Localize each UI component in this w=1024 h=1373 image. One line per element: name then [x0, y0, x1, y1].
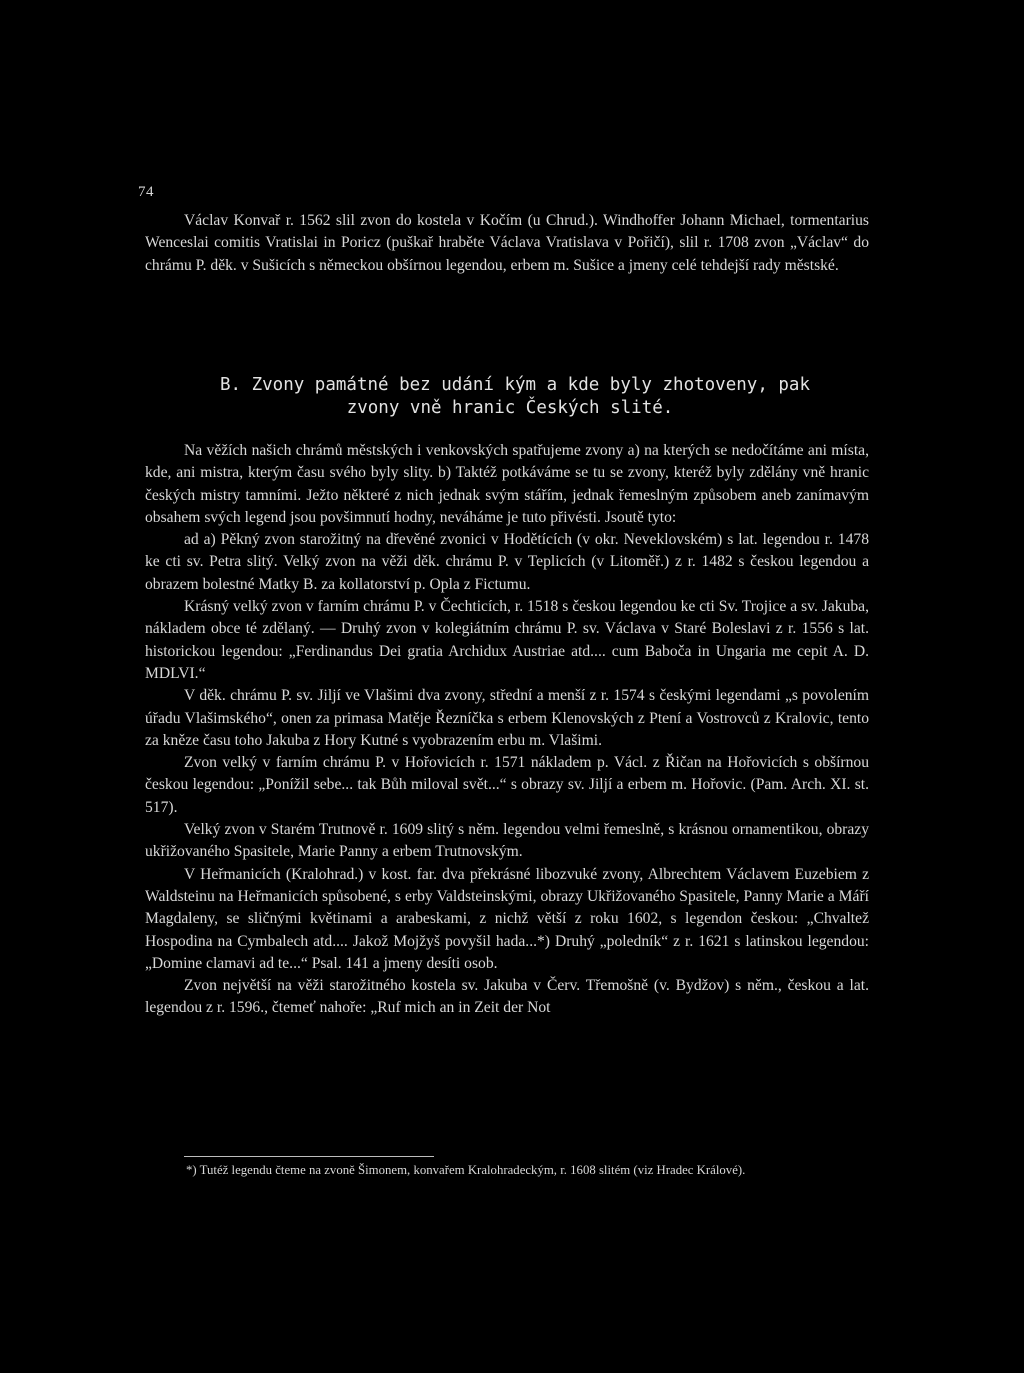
body-paragraph: V děk. chrámu P. sv. Jiljí ve Vlašimi dva zvony, střední a menší z r. 1574 s českými legendami „s povolením úřadu Vlašimského“, onen za primasa Matěje Řezníčka s erbem Klenovských z Ptení a Vostrovců z Kralovic, tento za kněze času toho Jakuba z Hory Kutné s vyobrazením erbu m. Vlašimi.	[145, 687, 869, 749]
section-heading-line-2: zvony vně hranic Českých slité.	[346, 398, 674, 418]
body-paragraph: Velký zvon v Starém Trutnově r. 1609 slitý s něm. legendou velmi řemeslně, s krásnou ornamentikou, obrazy ukřižovaného Spasitele, Marie Panny a erbem Trutnovským.	[145, 821, 869, 861]
section-heading	[150, 374, 870, 420]
body-paragraph: Krásný velký zvon v farním chrámu P. v Čechticích, r. 1518 s českou legendou ke cti Sv. Trojice a sv. Jakuba, nákladem obce té zdělaný. — Druhý zvon v kolegiátním chrámu P. sv. Václava v Staré Boleslavi z r. 1556 s lat. historickou legendou: „Ferdinandus Dei gratia Archidux Austriae atd.... cum Baboča in Ungaria me cepit A. D. MDLVI.“	[145, 598, 869, 682]
intro-text-block	[145, 210, 869, 277]
intro-paragraph: Václav Konvař r. 1562 slil zvon do kostela v Kočím (u Chrud.). Windhoffer Johann Michael, tormentarius Wenceslai comitis Vratislai in Poricz (puškař hraběte Václava Vratislava v Pořičí), slil r. 1708 zvon „Václav“ do chrámu P. děk. v Sušicích s německou obšírnou legendou, erbem m. Sušice a jmeny celé tehdejší rady městské.	[145, 212, 869, 274]
section-heading-line-1: B. Zvony památné bez udání kým a kde byly zhotoveny, pak	[219, 375, 810, 395]
page-number: 74	[138, 184, 154, 200]
body-text-block	[145, 440, 869, 1020]
footnote-divider	[184, 1156, 434, 1157]
body-paragraph: V Heřmanicích (Kralohrad.) v kost. far. dva překrásné libozvuké zvony, Albrechtem Václavem Euzebiem z Waldsteinu na Heřmanicích spůsobené, s erby Valdsteinskými, obrazy Ukřižovaného Spasitele, Panny Marie a Máří Magdaleny, se sličnými květinami a arabeskami, z nichž větší z roku 1602, s legendon českou: „Chvaltež Hospodina na Cymbalech atd.... Jakož Mojžyš povyšil hada...*) Druhý „poledník“ z r. 1621 s latinskou legendou: „Domine clamavi ad te...“ Psal. 141 a jmeny desíti osob.	[145, 865, 869, 972]
footnote-text: *) Tutéž legendu čteme na zvoně Šimonem, konvařem Kralohradeckým, r. 1608 slitém (viz Hradec Králové).	[186, 1163, 746, 1177]
body-paragraph: Na věžích našich chrámů městských i venkovských spatřujeme zvony a) na kterých se nedočítáme ani místa, kde, ani mistra, kterým času svého byly slity. b) Taktéž potkáváme se tu se zvony, kteréž byly zdělány vně hranic českých mistry tamními. Ježto některé z nich jednak svým stářím, jednak řemeslným způsobem aneb zanímavým obsahem svých legend jsou povšimnutí hodny, neváháme je tuto přivésti. Jsoutě tyto:	[145, 442, 869, 526]
footnote-block	[186, 1160, 874, 1180]
body-paragraph: ad a) Pěkný zvon starožitný na dřevěné zvonici v Hodětících (v okr. Neveklovském) s lat. legendou r. 1478 ke cti sv. Petra slitý. Velký zvon na věži děk. chrámu P. v Teplicích (v Litoměř.) z r. 1482 s českou legendou a obrazem bolestné Matky B. za kollatorství p. Opla z Fictumu.	[145, 531, 869, 593]
body-paragraph: Zvon velký v farním chrámu P. v Hořovicích r. 1571 nákladem p. Václ. z Řičan na Hořovicích s obšírnou českou legendou: „Ponížil sebe... tak Bůh miloval svět...“ s obrazy sv. Jiljí a erbem m. Hořovic. (Pam. Arch. XI. st. 517).	[145, 754, 869, 816]
body-paragraph: Zvon největší na věži starožitného kostela sv. Jakuba v Červ. Třemošně (v. Bydžov) s něm., českou a lat. legendou z r. 1596., čtemeť nahoře: „Ruf mich an in Zeit der Not	[145, 977, 869, 1017]
